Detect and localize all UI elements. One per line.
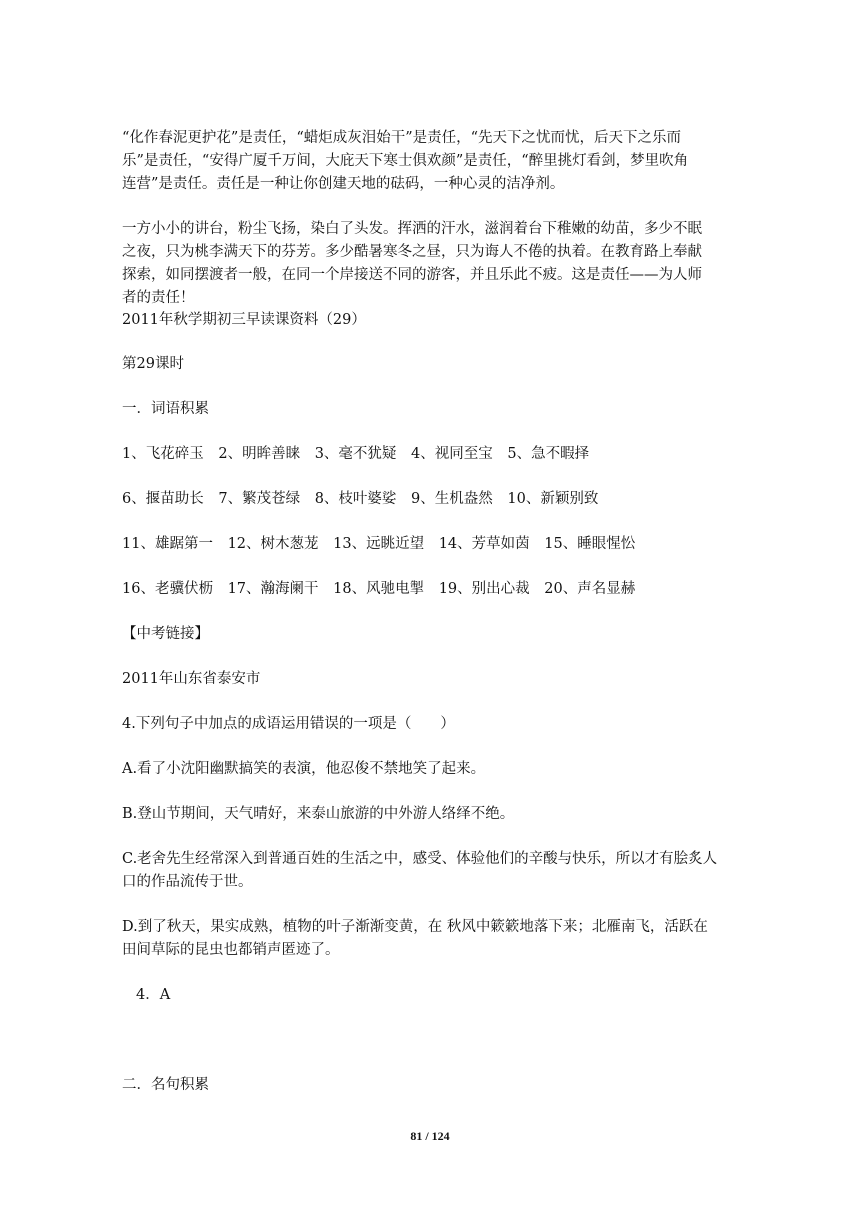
text-line: 口的作品流传于世。: [122, 874, 253, 890]
text-line: 探索，如同摆渡者一般，在同一个岸接送不同的游客，并且乐此不疲。这是责任——为人师: [122, 267, 702, 283]
vocab-item: 7、繁茂苍绿: [218, 491, 301, 507]
vocab-item: 16、老骥伏枥: [122, 581, 213, 597]
text-line: D.到了秋天，果实成熟，植物的叶子渐渐变黄，在 秋风中簌簌地落下来；北雁南飞，活跃在: [122, 919, 708, 935]
text-line: 之夜，只为桃李满天下的芬芳。多少酷暑寒冬之昼，只为诲人不倦的执着。在教育路上奉献: [122, 244, 702, 260]
option-c: [122, 848, 742, 894]
text-line: “化作春泥更护花”是责任，“蜡炬成灰泪始干”是责任，“先天下之忧而忧，后天下之乐而: [122, 130, 682, 146]
vocab-item: 4、视同至宝: [411, 446, 493, 462]
vocab-item: 13、远眺近望: [333, 536, 425, 552]
vocab-item: 20、声名显赫: [544, 581, 636, 597]
vocab-row: [122, 578, 742, 601]
option-b: B.登山节期间，天气晴好，来泰山旅游的中外游人络绎不绝。: [122, 806, 515, 822]
vocab-item: 2、明眸善睐: [218, 446, 301, 462]
section-title-quotes: 二．名句积累: [122, 1077, 209, 1093]
text-line: 乐”是责任，“安得广厦千万间，大庇天下寒士俱欢颜”是责任，“醉里挑灯看剑，梦里吹角: [122, 153, 689, 169]
paragraph-teacher-responsibility: [122, 218, 742, 310]
vocab-item: 17、瀚海阑干: [227, 581, 319, 597]
lesson-number: 第29课时: [122, 356, 184, 372]
vocab-item: 8、枝叶婆娑: [314, 491, 397, 507]
section-title-vocabulary: 一．词语积累: [122, 401, 209, 417]
answer: 4．A: [136, 987, 171, 1003]
vocab-item: 3、毫不犹疑: [314, 446, 397, 462]
option-d: [122, 916, 742, 962]
text-line: 一方小小的讲台，粉尘飞扬，染白了头发。挥洒的汗水，滋润着台下稚嫩的幼苗，多少不眠: [122, 221, 702, 237]
material-heading: 2011年秋学期初三早读课资料（29）: [122, 312, 366, 328]
question-stem: 4.下列句子中加点的成语运用错误的一项是（ ）: [122, 716, 455, 732]
page-number: 81 / 124: [410, 1129, 450, 1143]
vocab-item: 19、别出心裁: [438, 581, 530, 597]
vocab-item: 1、飞花碎玉: [122, 446, 204, 462]
vocab-item: 9、生机盎然: [411, 491, 493, 507]
text-line: 田间草际的昆虫也都销声匿迹了。: [122, 942, 340, 958]
option-a: A.看了小沈阳幽默搞笑的表演，他忍俊不禁地笑了起来。: [122, 761, 486, 777]
vocab-item: 11、雄踞第一: [122, 536, 213, 552]
text-line: C.老舍先生经常深入到普通百姓的生活之中，感受、体验他们的辛酸与快乐，所以才有脍炙人: [122, 851, 718, 867]
vocab-row: [122, 443, 742, 466]
vocab-item: 12、树木葱茏: [227, 536, 319, 552]
vocab-row: [122, 488, 742, 511]
exam-link-heading: 【中考链接】: [122, 626, 209, 642]
text-line: 连营”是责任。责任是一种让你创建天地的砝码，一种心灵的洁净剂。: [122, 176, 565, 192]
vocab-item: 6、揠苗助长: [122, 491, 204, 507]
paragraph-responsibility-quotes: [122, 127, 742, 196]
text-line: 者的责任！: [122, 290, 195, 306]
vocab-row: [122, 533, 742, 556]
vocab-item: 14、芳草如茵: [438, 536, 530, 552]
vocab-item: 10、新颖别致: [507, 491, 599, 507]
vocab-item: 15、睡眼惺忪: [544, 536, 636, 552]
vocab-item: 18、风驰电掣: [333, 581, 425, 597]
vocab-item: 5、急不暇择: [507, 446, 590, 462]
exam-source: 2011年山东省泰安市: [122, 671, 261, 687]
